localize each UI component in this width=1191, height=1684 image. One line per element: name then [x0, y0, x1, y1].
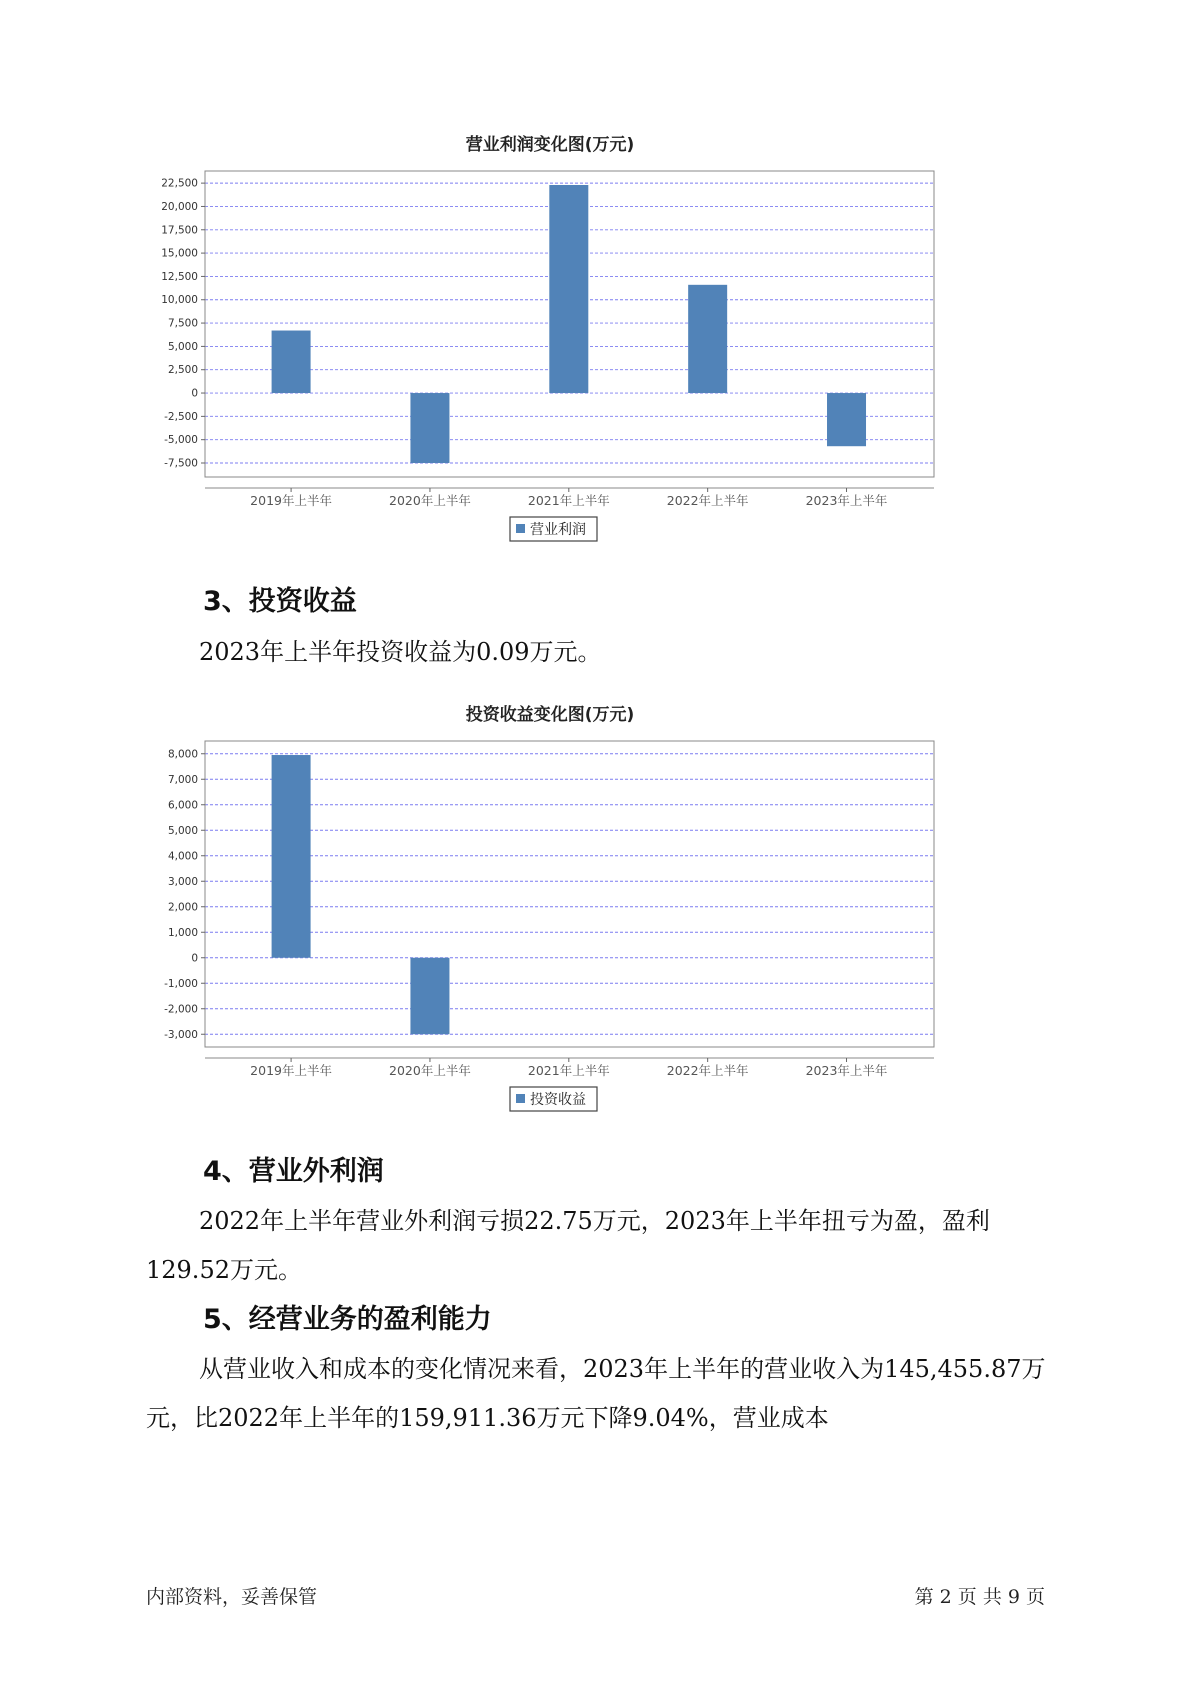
footer-confidential-note: 内部资料，妥善保管 — [146, 1586, 318, 1608]
y-tick-label: -7,500 — [164, 457, 198, 470]
x-category-label: 2023年上半年 — [805, 493, 888, 508]
y-tick-label: -5,000 — [164, 434, 198, 447]
y-tick-label: 7,000 — [167, 773, 198, 786]
x-category-label: 2022年上半年 — [666, 493, 749, 508]
x-category-label: 2020年上半年 — [389, 493, 471, 508]
x-category-label: 2019年上半年 — [250, 493, 332, 508]
chart-title: 营业利润变化图(万元) — [465, 135, 635, 155]
y-tick-label: 10,000 — [161, 294, 198, 307]
section-paragraph-profitability: 从营业收入和成本的变化情况来看，2023年上半年的营业收入为145,455.87万元，比2022年上半年的159,911.36万元下降9.04%，营业成本 — [146, 1355, 1046, 1432]
legend — [510, 517, 597, 541]
y-tick-label: 1,000 — [167, 926, 198, 939]
bar — [272, 331, 311, 394]
bar — [827, 393, 866, 446]
operating-profit-chart — [150, 125, 950, 550]
plot-area — [205, 741, 934, 1047]
y-tick-label: -1,000 — [164, 977, 198, 990]
y-tick-label: 12,500 — [161, 270, 198, 283]
x-category-label: 2020年上半年 — [389, 1063, 471, 1078]
legend-swatch — [516, 1094, 525, 1103]
y-tick-label: 15,000 — [161, 247, 198, 260]
y-tick-label: 5,000 — [167, 824, 198, 837]
bar — [688, 285, 727, 393]
investment-income-chart — [150, 695, 950, 1120]
y-tick-label: 17,500 — [161, 224, 198, 237]
y-tick-label: 6,000 — [167, 799, 198, 812]
x-category-label: 2021年上半年 — [527, 493, 610, 508]
x-category-label: 2019年上半年 — [250, 1063, 332, 1078]
y-tick-label: 4,000 — [167, 850, 198, 863]
bar — [549, 185, 588, 393]
legend-swatch — [516, 524, 525, 533]
bar — [410, 958, 449, 1035]
y-tick-label: -3,000 — [164, 1028, 198, 1041]
x-category-label: 2022年上半年 — [666, 1063, 749, 1078]
section-heading-non-operating-profit: 4、营业外利润 — [203, 1156, 384, 1187]
section-paragraph-non-operating-profit: 2022年上半年营业外利润亏损22.75万元，2023年上半年扭亏为盈，盈利129.52万元。 — [146, 1207, 990, 1284]
legend — [510, 1087, 597, 1111]
investment-income-chart-svg — [150, 695, 950, 1120]
section-paragraph-investment-income: 2023年上半年投资收益为0.09万元。 — [199, 638, 602, 666]
y-tick-label: -2,000 — [164, 1003, 198, 1016]
chart-title: 投资收益变化图(万元) — [465, 705, 635, 725]
y-tick-label: 20,000 — [161, 200, 198, 213]
y-tick-label: 3,000 — [167, 875, 198, 888]
footer-page-number: 第 2 页 共 9 页 — [914, 1586, 1045, 1608]
section-heading-profitability: 5、经营业务的盈利能力 — [203, 1304, 492, 1335]
x-category-label: 2021年上半年 — [527, 1063, 610, 1078]
y-tick-label: 22,500 — [161, 177, 198, 190]
y-tick-label: 0 — [191, 387, 198, 400]
y-tick-label: 8,000 — [167, 748, 198, 761]
bar — [410, 393, 449, 463]
operating-profit-chart-svg — [150, 125, 950, 550]
section-heading-investment-income: 3、投资收益 — [203, 586, 357, 617]
y-tick-label: 2,500 — [167, 364, 198, 377]
y-tick-label: 0 — [191, 952, 198, 965]
y-tick-label: 2,000 — [167, 901, 198, 914]
legend-label: 营业利润 — [530, 522, 586, 538]
legend-label: 投资收益 — [530, 1092, 586, 1108]
bar — [272, 755, 311, 958]
y-tick-label: 5,000 — [167, 340, 198, 353]
y-tick-label: 7,500 — [167, 317, 198, 330]
y-tick-label: -2,500 — [164, 410, 198, 423]
x-category-label: 2023年上半年 — [805, 1063, 888, 1078]
